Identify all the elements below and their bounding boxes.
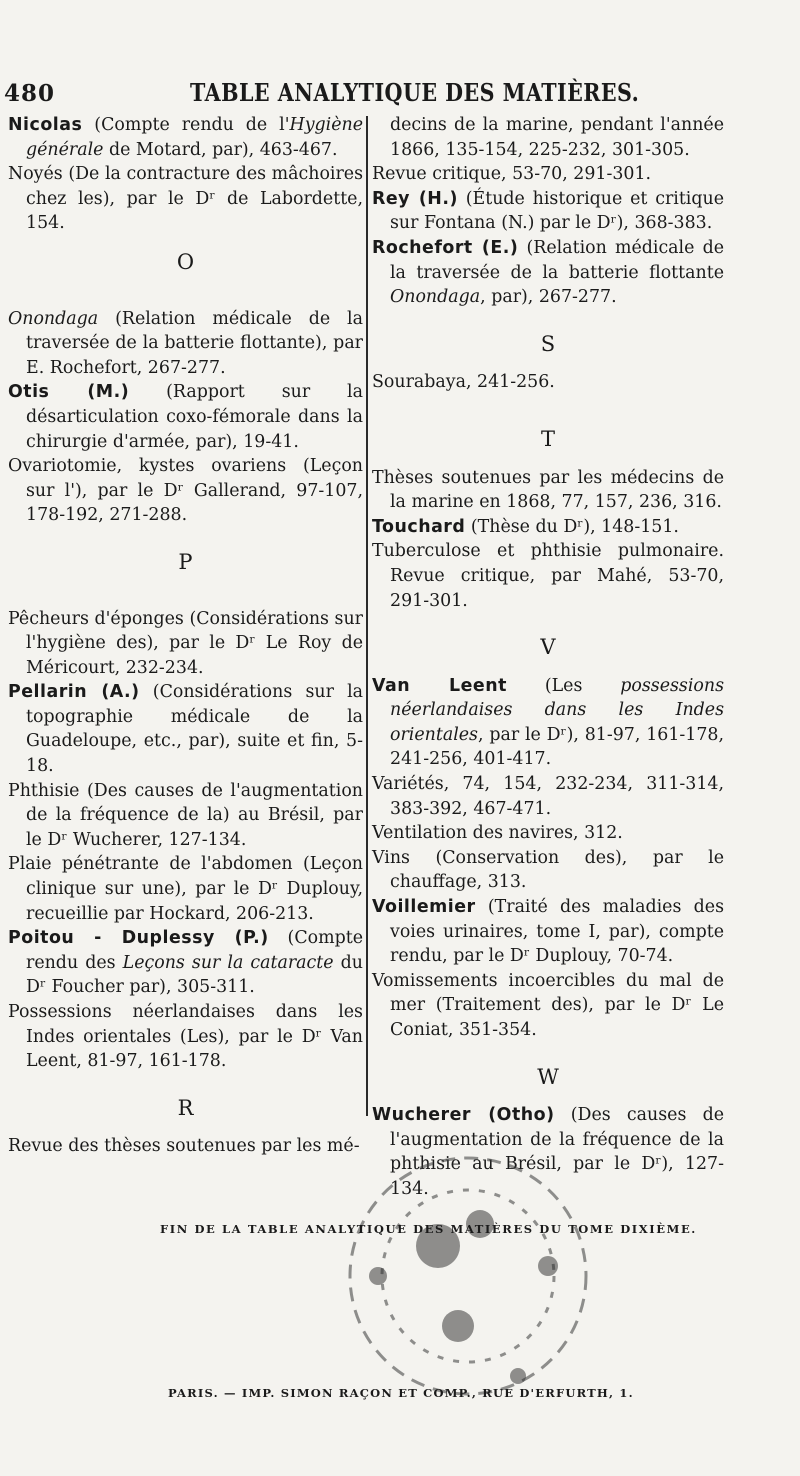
index-entry: Variétés, 74, 154, 232-234, 311-314, 383-392, 467-471. <box>372 774 724 819</box>
section-letter-p: P <box>178 549 193 574</box>
index-entry: Revue des thèses soutenues par les mé- <box>8 1136 360 1157</box>
index-entry: Possessions néerlandaises dans les Indes orientales (Les), par le Dʳ Van Leent, 81-97, 161-178. <box>8 1002 363 1072</box>
entry-heading: Rey (H.) <box>372 188 458 209</box>
index-entry: Rochefort (E.) (Relation médicale de la traversée de la batterie flottante Onondaga, par), 267-277. <box>372 237 724 308</box>
index-entry: Touchard (Thèse du Dʳ), 148-151. <box>372 516 679 537</box>
index-entry: Noyés (De la contracture des mâchoires chez les), par le Dʳ de Labordette, 154. <box>8 164 363 234</box>
page-number: 480 <box>4 80 56 107</box>
entry-heading: Van Leent <box>372 675 507 696</box>
index-entry: Poitou - Duplessy (P.) (Compte rendu des Leçons sur la cataracte du Dʳ Foucher par), 305-311. <box>8 928 363 998</box>
entry-heading: Touchard <box>372 516 466 537</box>
index-entry: Sourabaya, 241-256. <box>372 372 555 393</box>
index-entry: Plaie pénétrante de l'abdomen (Leçon clinique sur une), par le Dʳ Duplouy, recueillie par Hockard, 206-213. <box>8 854 363 924</box>
index-entry: Ovariotomie, kystes ovariens (Leçon sur l'), par le Dʳ Gallerand, 97-107, 178-192, 271-288. <box>8 456 363 526</box>
section-letter-r: R <box>177 1095 194 1120</box>
index-entry: Thèses soutenues par les médecins de la marine en 1868, 77, 157, 236, 316. <box>372 467 724 513</box>
page-header <box>0 76 800 116</box>
index-entry: Otis (M.) (Rapport sur la désarticulation coxo-fémorale dans la chirurgie d'armée, par), 19-41. <box>8 382 363 452</box>
right-column <box>372 113 724 1202</box>
entry-heading: Poitou - Duplessy (P.) <box>8 928 269 949</box>
section-letter-t: T <box>540 426 555 451</box>
index-entry: Van Leent (Les possessions néerlandaises dans les Indes orientales, par le Dʳ), 81-97, 161-178, 241-256, 401-417. <box>372 675 725 770</box>
index-entry: Revue critique, 53-70, 291-301. <box>372 164 652 185</box>
section-letter-w: W <box>537 1064 559 1089</box>
index-entry: Vins (Conservation des), par le chauffage, 313. <box>372 847 724 893</box>
entry-heading: Wucherer (Otho) <box>372 1105 555 1126</box>
index-entry: Voillemier (Traité des maladies des voies urinaires, tome I, par), compte rendu, par le Dʳ Duplouy, 70-74. <box>372 897 724 967</box>
index-entry: Rey (H.) (Étude historique et critique sur Fontana (N.) par le Dʳ), 368-383. <box>372 188 724 234</box>
section-letter-s: S <box>540 331 556 356</box>
index-entry: Wucherer (Otho) (Des causes de l'augmentation de la fréquence de la phthisie au Brésil, par le Dʳ), 127-134. <box>372 1105 725 1199</box>
entry-heading: Nicolas <box>8 115 83 135</box>
left-column <box>8 113 363 1159</box>
section-letter-v: V <box>540 635 556 660</box>
index-entry: Ventilation des navires, 312. <box>372 823 623 844</box>
index-entry: Phthisie (Des causes de l'augmentation de la fréquence de la) au Brésil, par le Dʳ Wucherer, 127-134. <box>8 780 363 850</box>
entry-heading: Pellarin (A.) <box>8 682 140 703</box>
entry-heading: Voillemier <box>372 897 476 918</box>
index-entry: Tuberculose et phthisie pulmonaire. Revue critique, par Mahé, 53-70, 291-301. <box>372 541 724 611</box>
column-divider <box>366 116 368 1116</box>
index-entry: Vomissements incoercibles du mal de mer (Traitement des), par le Dʳ Le Coniat, 351-354. <box>372 970 724 1040</box>
index-entry: Pêcheurs d'éponges (Considérations sur l'hygiène des), par le Dʳ Le Roy de Méricourt, 232-234. <box>8 608 363 678</box>
index-entry: Nicolas (Compte rendu de l'Hygiène générale de Motard, par), 463-467. <box>8 115 363 160</box>
index-entry-continuation: decins de la marine, pendant l'année 1866, 135-154, 225-232, 301-305. <box>390 115 724 160</box>
entry-heading: Rochefort (E.) <box>372 237 519 258</box>
end-of-table-note: FIN DE LA TABLE ANALYTIQUE DES MATIÈRES DU TOME DIXIÈME. <box>160 1222 697 1236</box>
index-entry: Pellarin (A.) (Considérations sur la topographie médicale de la Guadeloupe, etc., par), suite et fin, 5-18. <box>8 682 363 777</box>
section-letter-o: O <box>176 249 195 274</box>
printer-imprint: PARIS. — IMP. SIMON RAÇON ET COMP., RUE D'ERFURTH, 1. <box>168 1386 634 1400</box>
running-title: TABLE ANALYTIQUE DES MATIÈRES. <box>190 78 640 107</box>
index-entry: Onondaga (Relation médicale de la traversée de la batterie flottante), par E. Rochefort, 267-277. <box>8 308 363 378</box>
entry-heading: Otis (M.) <box>8 382 130 403</box>
